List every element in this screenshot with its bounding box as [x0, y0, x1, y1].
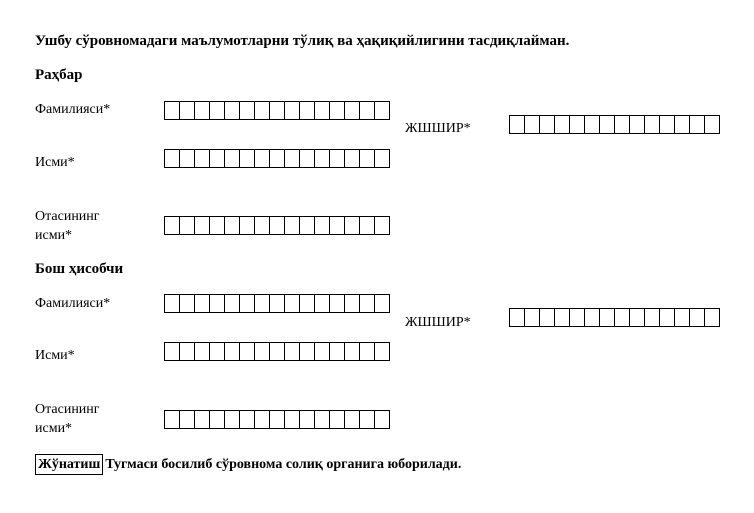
char-cell[interactable]: [645, 309, 660, 326]
char-cell[interactable]: [210, 411, 225, 428]
char-cell[interactable]: [270, 102, 285, 119]
char-cell[interactable]: [360, 102, 375, 119]
char-cell[interactable]: [195, 150, 210, 167]
char-cell[interactable]: [615, 116, 630, 133]
char-cell[interactable]: [345, 343, 360, 360]
char-cell[interactable]: [330, 102, 345, 119]
char-cell[interactable]: [645, 116, 660, 133]
char-cell[interactable]: [705, 309, 720, 326]
char-cell[interactable]: [225, 217, 240, 234]
char-cell[interactable]: [630, 116, 645, 133]
accountant-surname-label: Фамилияси*: [35, 296, 111, 311]
char-cell[interactable]: [330, 343, 345, 360]
char-cell[interactable]: [180, 411, 195, 428]
char-cell[interactable]: [360, 150, 375, 167]
char-cell[interactable]: [360, 343, 375, 360]
char-cell[interactable]: [330, 217, 345, 234]
accountant-pinfl-label: ЖШШИР*: [405, 315, 471, 330]
char-cell[interactable]: [690, 116, 705, 133]
char-cell[interactable]: [300, 102, 315, 119]
accountant-patronymic-label-line2: исми*: [35, 421, 73, 436]
char-cell[interactable]: [165, 217, 180, 234]
char-cell[interactable]: [270, 295, 285, 312]
char-cell[interactable]: [255, 295, 270, 312]
footer: [35, 454, 461, 475]
char-cell[interactable]: [285, 411, 300, 428]
char-cell[interactable]: [180, 343, 195, 360]
char-cell[interactable]: [195, 295, 210, 312]
char-cell[interactable]: [240, 217, 255, 234]
char-cell[interactable]: [525, 116, 540, 133]
char-cell[interactable]: [165, 411, 180, 428]
char-cell[interactable]: [570, 116, 585, 133]
char-cell[interactable]: [330, 295, 345, 312]
char-cell[interactable]: [300, 343, 315, 360]
char-cell[interactable]: [210, 217, 225, 234]
manager-name-label: Исми*: [35, 155, 75, 170]
char-cell[interactable]: [345, 295, 360, 312]
char-cell[interactable]: [540, 309, 555, 326]
char-cell[interactable]: [375, 411, 390, 428]
char-cell[interactable]: [330, 150, 345, 167]
char-cell[interactable]: [255, 217, 270, 234]
char-cell[interactable]: [660, 116, 675, 133]
manager-patronymic-label-line2: исми*: [35, 228, 73, 243]
char-cell[interactable]: [225, 295, 240, 312]
char-cell[interactable]: [165, 150, 180, 167]
accountant-patronymic-label-line1: Отасининг: [35, 402, 100, 417]
char-cell[interactable]: [615, 309, 630, 326]
accountant-surname-input[interactable]: [164, 294, 390, 313]
char-cell[interactable]: [165, 343, 180, 360]
char-cell[interactable]: [600, 309, 615, 326]
accountant-patronymic-input[interactable]: [164, 410, 390, 429]
char-cell[interactable]: [375, 343, 390, 360]
manager-name-input[interactable]: [164, 149, 390, 168]
char-cell[interactable]: [600, 116, 615, 133]
char-cell[interactable]: [270, 411, 285, 428]
char-cell[interactable]: [255, 411, 270, 428]
char-cell[interactable]: [240, 343, 255, 360]
char-cell[interactable]: [210, 343, 225, 360]
char-cell[interactable]: [315, 343, 330, 360]
manager-surname-input[interactable]: [164, 101, 390, 120]
char-cell[interactable]: [345, 102, 360, 119]
manager-patronymic-input[interactable]: [164, 216, 390, 235]
char-cell[interactable]: [180, 150, 195, 167]
char-cell[interactable]: [555, 116, 570, 133]
char-cell[interactable]: [195, 411, 210, 428]
char-cell[interactable]: [180, 295, 195, 312]
char-cell[interactable]: [240, 150, 255, 167]
accountant-name-input[interactable]: [164, 342, 390, 361]
char-cell[interactable]: [225, 343, 240, 360]
char-cell[interactable]: [195, 102, 210, 119]
manager-patronymic-label-line1: Отасининг: [35, 209, 100, 224]
char-cell[interactable]: [240, 102, 255, 119]
char-cell[interactable]: [315, 150, 330, 167]
char-cell[interactable]: [525, 309, 540, 326]
char-cell[interactable]: [285, 102, 300, 119]
char-cell[interactable]: [300, 411, 315, 428]
manager-surname-label: Фамилияси*: [35, 102, 111, 117]
char-cell[interactable]: [240, 411, 255, 428]
char-cell[interactable]: [180, 217, 195, 234]
char-cell[interactable]: [510, 116, 525, 133]
char-cell[interactable]: [270, 150, 285, 167]
char-cell[interactable]: [345, 217, 360, 234]
char-cell[interactable]: [315, 295, 330, 312]
char-cell[interactable]: [210, 102, 225, 119]
manager-pinfl-input[interactable]: [509, 115, 720, 134]
accountant-name-label: Исми*: [35, 348, 75, 363]
char-cell[interactable]: [240, 295, 255, 312]
char-cell[interactable]: [210, 150, 225, 167]
char-cell[interactable]: [285, 295, 300, 312]
char-cell[interactable]: [225, 150, 240, 167]
footer-text: Тугмаси босилиб сўровнома солиқ органига юборилади.: [105, 456, 462, 472]
confirmation-text: Ушбу сўровномадаги маълумотларни тўлиқ ва ҳақиқийлигини тасдиқлайман.: [35, 33, 570, 49]
char-cell[interactable]: [360, 217, 375, 234]
char-cell[interactable]: [360, 295, 375, 312]
char-cell[interactable]: [270, 217, 285, 234]
char-cell[interactable]: [195, 217, 210, 234]
char-cell[interactable]: [285, 150, 300, 167]
char-cell[interactable]: [705, 116, 720, 133]
char-cell[interactable]: [285, 343, 300, 360]
char-cell[interactable]: [540, 116, 555, 133]
char-cell[interactable]: [270, 343, 285, 360]
manager-heading: Раҳбар: [35, 67, 83, 83]
char-cell[interactable]: [195, 343, 210, 360]
char-cell[interactable]: [225, 102, 240, 119]
char-cell[interactable]: [165, 295, 180, 312]
char-cell[interactable]: [510, 309, 525, 326]
char-cell[interactable]: [255, 150, 270, 167]
char-cell[interactable]: [345, 411, 360, 428]
char-cell[interactable]: [300, 150, 315, 167]
char-cell[interactable]: [585, 116, 600, 133]
char-cell[interactable]: [330, 411, 345, 428]
accountant-patronymic-label: [35, 400, 100, 438]
char-cell[interactable]: [375, 295, 390, 312]
char-cell[interactable]: [570, 309, 585, 326]
char-cell[interactable]: [315, 102, 330, 119]
char-cell[interactable]: [675, 309, 690, 326]
char-cell[interactable]: [285, 217, 300, 234]
char-cell[interactable]: [585, 309, 600, 326]
char-cell[interactable]: [345, 150, 360, 167]
char-cell[interactable]: [210, 295, 225, 312]
char-cell[interactable]: [300, 295, 315, 312]
char-cell[interactable]: [630, 309, 645, 326]
char-cell[interactable]: [555, 309, 570, 326]
manager-pinfl-label: ЖШШИР*: [405, 121, 471, 136]
manager-patronymic-label: [35, 207, 100, 245]
char-cell[interactable]: [255, 343, 270, 360]
char-cell[interactable]: [360, 411, 375, 428]
char-cell[interactable]: [660, 309, 675, 326]
char-cell[interactable]: [315, 411, 330, 428]
char-cell[interactable]: [375, 217, 390, 234]
char-cell[interactable]: [225, 411, 240, 428]
accountant-heading: Бош ҳисобчи: [35, 261, 124, 277]
char-cell[interactable]: [375, 102, 390, 119]
accountant-pinfl-input[interactable]: [509, 308, 720, 327]
char-cell[interactable]: [180, 102, 195, 119]
char-cell[interactable]: [690, 309, 705, 326]
char-cell[interactable]: [300, 217, 315, 234]
char-cell[interactable]: [375, 150, 390, 167]
submit-button[interactable]: Жўнатиш: [35, 454, 103, 475]
char-cell[interactable]: [675, 116, 690, 133]
char-cell[interactable]: [255, 102, 270, 119]
char-cell[interactable]: [315, 217, 330, 234]
char-cell[interactable]: [165, 102, 180, 119]
